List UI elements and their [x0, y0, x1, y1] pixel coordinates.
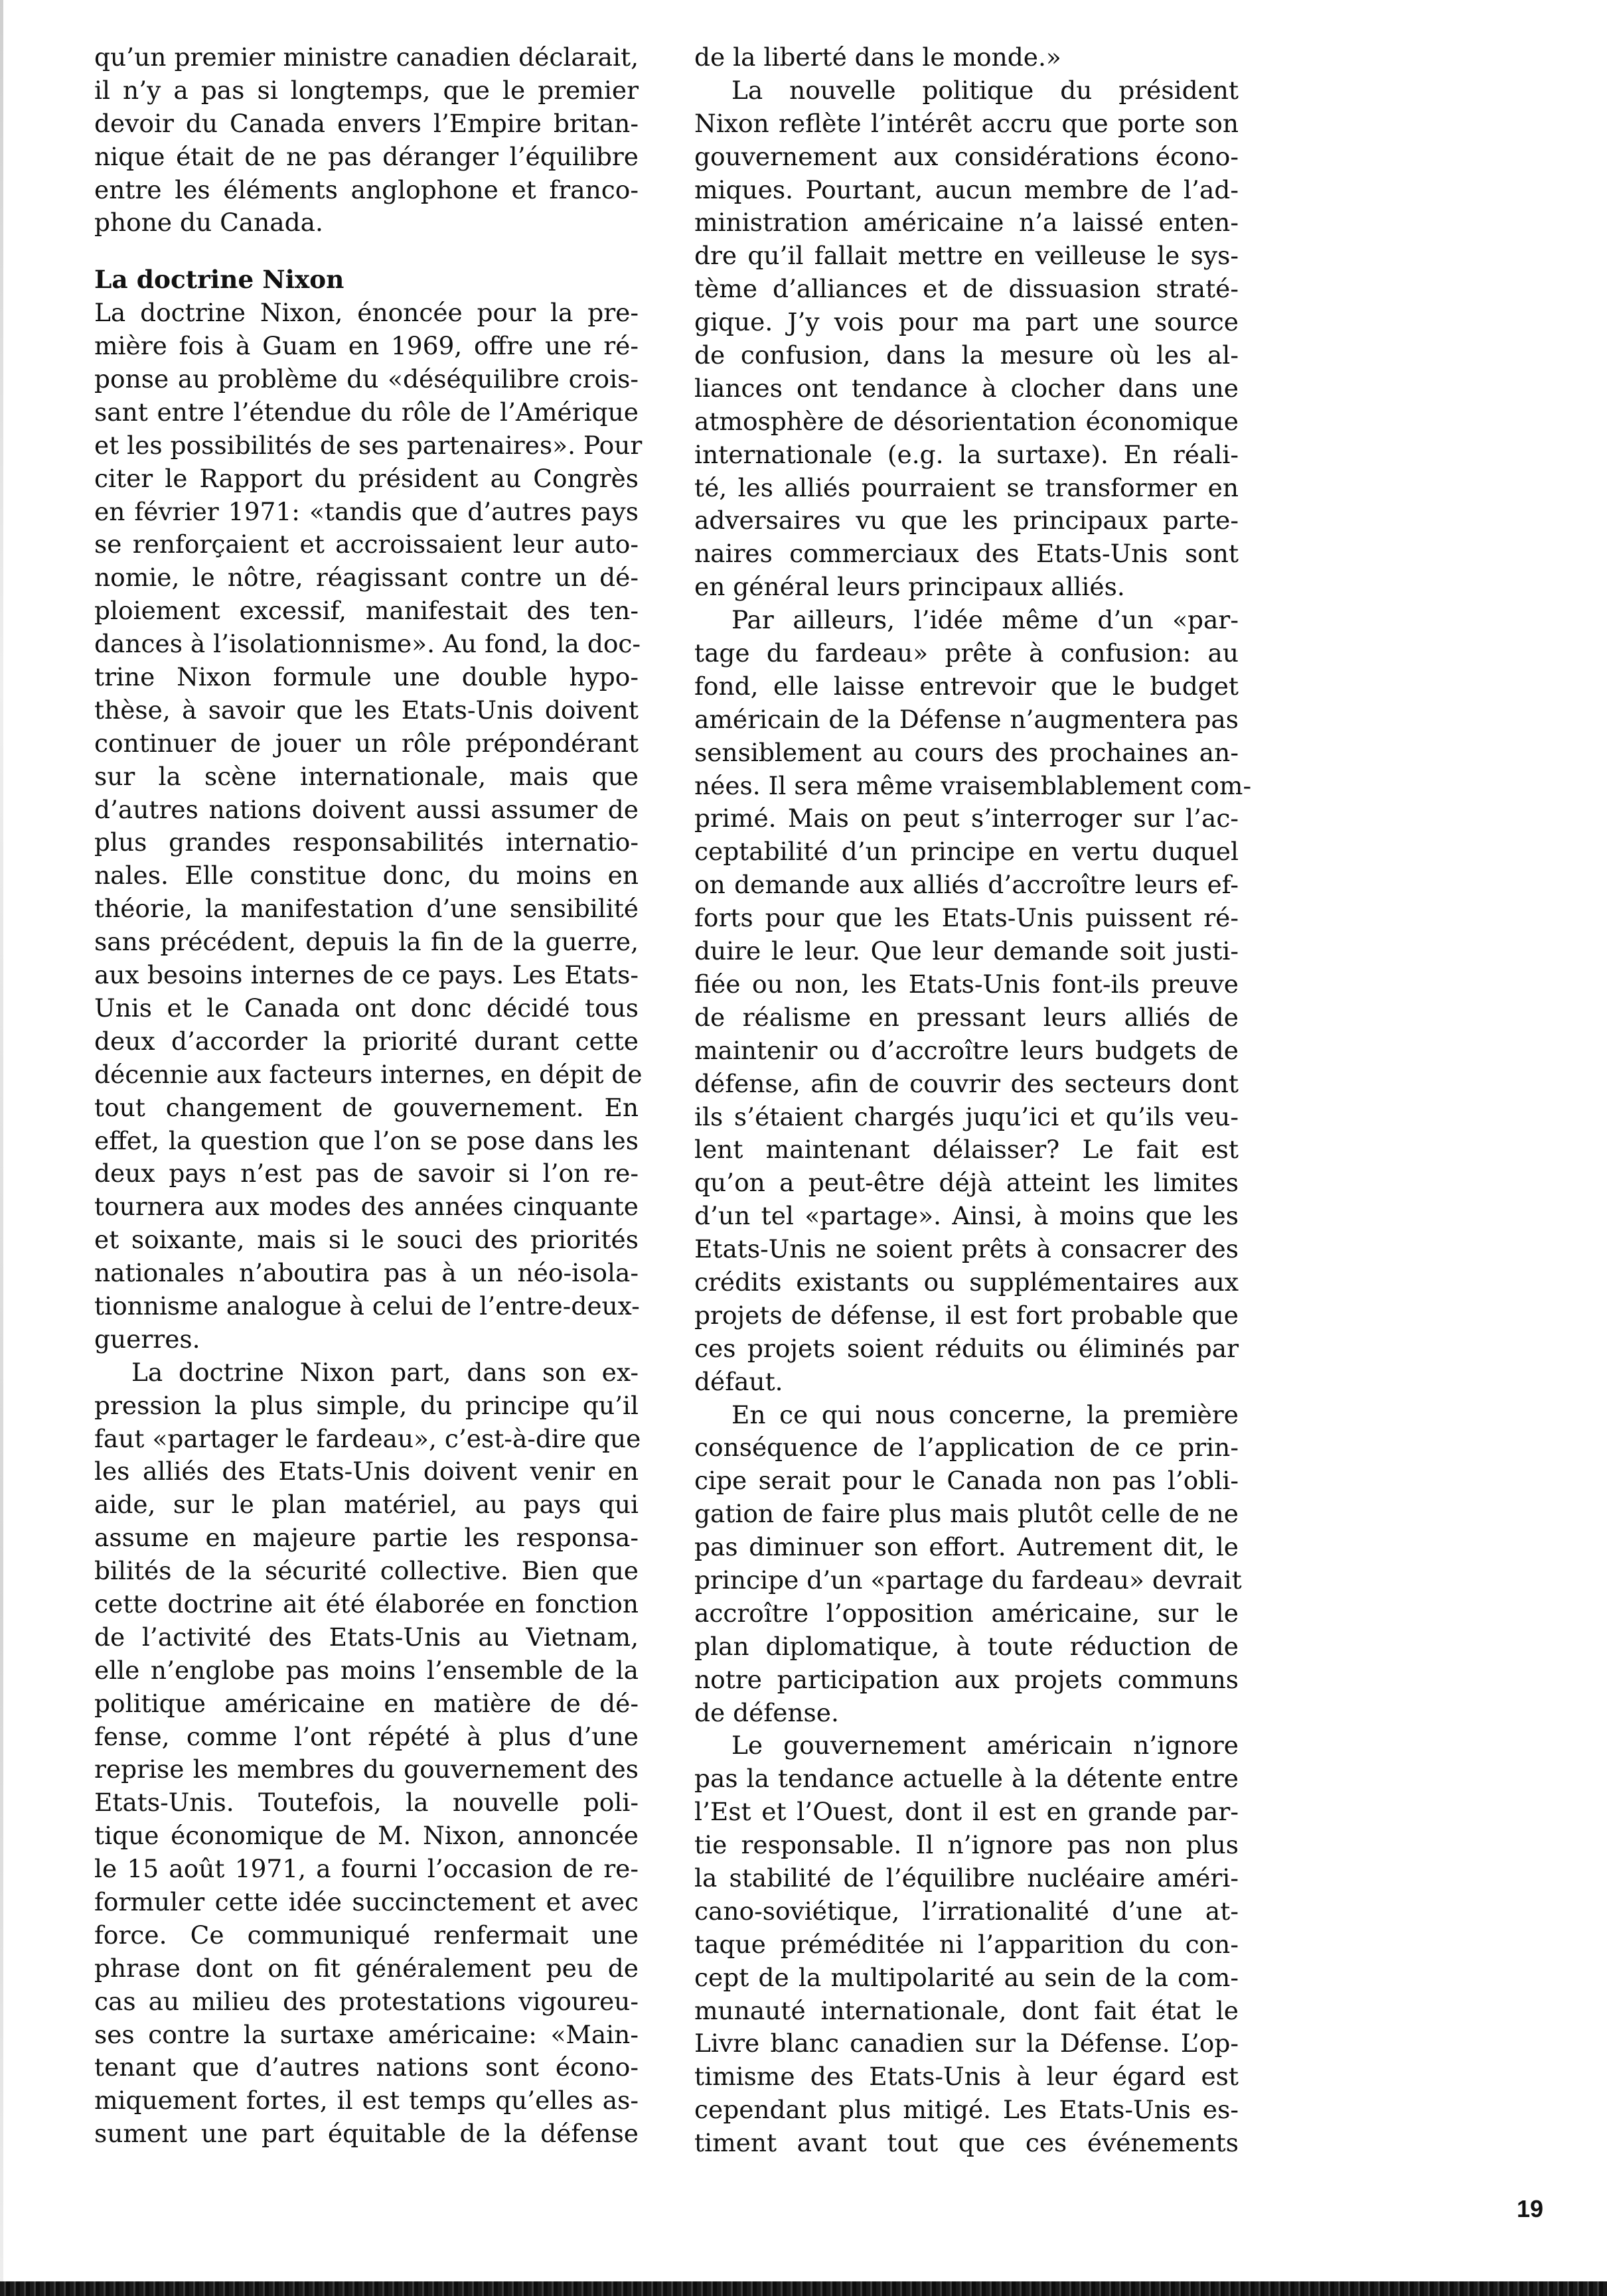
text-line: bilités de la sécurité collective. Bien que [94, 1556, 639, 1586]
text-line: et soixante, mais si le souci des priorités [94, 1225, 639, 1255]
text-line: sant entre l’étendue du rôle de l’Amérique [94, 397, 639, 427]
text-line: force. Ce communiqué renfermait une [94, 1920, 639, 1950]
text-line: gouvernement aux considérations écono- [694, 141, 1239, 171]
text-line: de défense. [694, 1697, 839, 1727]
text-line: accroître l’opposition américaine, sur le [694, 1598, 1239, 1628]
text-line: aux besoins internes de ce pays. Les Etats- [94, 960, 639, 990]
text-line: fense, comme l’ont répété à plus d’une [94, 1721, 639, 1751]
text-line: primé. Mais on peut s’interroger sur l’ac- [694, 804, 1239, 833]
text-line: liances ont tendance à clocher dans une [694, 373, 1239, 403]
text-line: nationales n’aboutira pas à un néo-isola- [94, 1258, 639, 1288]
text-line: gique. J’y vois pour ma part une source [694, 307, 1239, 337]
text-line: La doctrine Nixon part, dans son ex- [131, 1357, 639, 1387]
text-line: Par ailleurs, l’idée même d’un «par- [731, 605, 1239, 635]
section-heading: La doctrine Nixon [94, 265, 344, 295]
text-line: plan diplomatique, à toute réduction de [694, 1631, 1239, 1661]
text-line: Livre blanc canadien sur la Défense. L’op- [694, 2029, 1239, 2058]
text-line: La nouvelle politique du président [731, 75, 1239, 105]
text-line: assume en majeure partie les responsa- [94, 1523, 639, 1553]
text-line: pas la tendance actuelle à la détente entre [694, 1764, 1239, 1794]
text-line: tage du fardeau» prête à confusion: au [694, 638, 1239, 668]
text-line: se renforçaient et accroissaient leur auto- [94, 530, 639, 559]
text-line: devoir du Canada envers l’Empire britan- [94, 108, 639, 138]
text-line: tionnisme analogue à celui de l’entre-deux- [94, 1291, 640, 1321]
text-line: duire le leur. Que leur demande soit justi- [694, 936, 1239, 966]
text-line: cette doctrine ait été élaborée en fonction [94, 1589, 639, 1618]
text-line: nées. Il sera même vraisemblablement com- [694, 770, 1252, 800]
text-line: mière fois à Guam en 1969, offre une ré- [94, 331, 639, 361]
text-line: ponse au problème du «déséquilibre crois- [94, 364, 639, 394]
text-line: qu’on a peut-être déjà atteint les limites [694, 1168, 1239, 1198]
text-line: guerres. [94, 1324, 200, 1354]
text-line: cept de la multipolarité au sein de la com- [694, 1962, 1239, 1992]
text-line: en général leurs principaux alliés. [694, 572, 1125, 602]
text-line: sans précédent, depuis la fin de la guerre, [94, 927, 639, 957]
text-line: ces projets soient réduits ou éliminés par [694, 1333, 1239, 1363]
text-line: on demande aux alliés d’accroître leurs ef- [694, 870, 1239, 900]
text-line: deux pays n’est pas de savoir si l’on re- [94, 1159, 639, 1188]
text-line: formuler cette idée succinctement et avec [94, 1887, 639, 1916]
text-line: tie responsable. Il n’ignore pas non plus [694, 1830, 1239, 1860]
text-line: dances à l’isolationnisme». Au fond, la doc- [94, 629, 641, 659]
text-line: plus grandes responsabilités internatio- [94, 827, 639, 857]
scan-edge-left [0, 0, 3, 2296]
text-line: conséquence de l’application de ce prin- [694, 1433, 1239, 1463]
text-line: ploiement excessif, manifestait des ten- [94, 596, 639, 626]
text-line: miques. Pourtant, aucun membre de l’ad- [694, 175, 1239, 204]
text-line: de l’activité des Etats-Unis au Vietnam, [94, 1622, 639, 1652]
text-line: adversaires vu que les principaux parte- [694, 506, 1239, 536]
text-line: décennie aux facteurs internes, en dépit de [94, 1059, 643, 1089]
text-line: projets de défense, il est fort probable que [694, 1300, 1239, 1330]
text-line: pas diminuer son effort. Autrement dit, le [694, 1532, 1239, 1562]
text-line: Unis et le Canada ont donc décidé tous [94, 993, 639, 1023]
text-line: le 15 août 1971, a fourni l’occasion de re- [94, 1854, 639, 1884]
paragraph-gap [94, 240, 639, 263]
text-line: lent maintenant délaisser? Le fait est [694, 1135, 1239, 1165]
text-line: cependant plus mitigé. Les Etats-Unis es- [694, 2095, 1239, 2125]
text-line: phrase dont on fit généralement peu de [94, 1953, 639, 1983]
text-line: principe d’un «partage du fardeau» devrait [694, 1565, 1242, 1595]
text-line: défense, afin de couvrir des secteurs dont [694, 1068, 1239, 1098]
text-line: effet, la question que l’on se pose dans les [94, 1125, 639, 1155]
text-line: deux d’accorder la priorité durant cette [94, 1026, 639, 1056]
text-line: té, les alliés pourraient se transformer en [694, 472, 1239, 502]
text-line: miquement fortes, il est temps qu’elles as- [94, 2086, 639, 2116]
right-column [694, 41, 1252, 2160]
text-line: d’un tel «partage». Ainsi, à moins que les [694, 1201, 1239, 1231]
text-line: la stabilité de l’équilibre nucléaire améri- [694, 1863, 1239, 1893]
text-line: La doctrine Nixon, énoncée pour la pre- [94, 298, 639, 328]
text-line: ministration américaine n’a laissé enten- [694, 208, 1239, 238]
text-line: qu’un premier ministre canadien déclarait, [94, 42, 639, 72]
text-line: atmosphère de désorientation économique [694, 406, 1239, 436]
text-line: nique était de ne pas déranger l’équilibre [94, 141, 639, 171]
text-line: l’Est et l’Ouest, dont il est en grande par- [694, 1797, 1239, 1827]
text-line: munauté internationale, dont fait état le [694, 1995, 1239, 2025]
text-line: fond, elle laisse entrevoir que le budget [694, 671, 1239, 701]
text-line: il n’y a pas si longtemps, que le premier [94, 75, 639, 105]
text-line: tenant que d’autres nations sont écono- [94, 2052, 639, 2082]
text-line: Etats-Unis ne soient prêts à consacrer des [694, 1234, 1239, 1264]
text-line: notre participation aux projets communs [694, 1664, 1239, 1694]
text-line: aide, sur le plan matériel, au pays qui [94, 1490, 639, 1520]
text-line: trine Nixon formule une double hypo- [94, 662, 639, 692]
text-line: américain de la Défense n’augmentera pas [694, 704, 1239, 734]
text-line: tique économique de M. Nixon, annoncée [94, 1821, 639, 1851]
text-line: Le gouvernement américain n’ignore [731, 1731, 1239, 1760]
text-line: elle n’englobe pas moins l’ensemble de la [94, 1655, 639, 1685]
text-line: naires commerciaux des Etats-Unis sont [694, 539, 1239, 569]
text-line: citer le Rapport du président au Congrès [94, 463, 639, 493]
text-line: timent avant tout que ces événements [694, 2128, 1239, 2158]
text-line: gation de faire plus mais plutôt celle de ne [694, 1499, 1239, 1529]
text-line: reprise les membres du gouvernement des [94, 1755, 639, 1784]
text-line: ceptabilité d’un principe en vertu duquel [694, 837, 1239, 867]
text-line: crédits existants ou supplémentaires aux [694, 1267, 1239, 1297]
text-line: sument une part équitable de la défense [94, 2119, 639, 2149]
text-line: cipe serait pour le Canada non pas l’obli- [694, 1466, 1239, 1496]
text-line: En ce qui nous concerne, la première [731, 1399, 1239, 1429]
text-line: timisme des Etats-Unis à leur égard est [694, 2062, 1239, 2092]
text-line: tout changement de gouvernement. En [94, 1092, 639, 1122]
text-line: Etats-Unis. Toutefois, la nouvelle poli- [94, 1788, 639, 1818]
text-line: tournera aux modes des années cinquante [94, 1192, 639, 1222]
text-line: Nixon reflète l’intérêt accru que porte son [694, 108, 1239, 138]
text-line: forts pour que les Etats-Unis puissent ré- [694, 903, 1239, 933]
text-line: de confusion, dans la mesure où les al- [694, 340, 1239, 370]
text-line: de réalisme en pressant leurs alliés de [694, 1002, 1239, 1032]
text-line: cano-soviétique, l’irrationalité d’une at- [694, 1896, 1239, 1926]
text-line: phone du Canada. [94, 208, 323, 238]
text-line: sensiblement au cours des prochaines an- [694, 737, 1239, 767]
text-line: cas au milieu des protestations vigoureu- [94, 1986, 639, 2016]
text-line: nales. Elle constitue donc, du moins en [94, 861, 639, 891]
text-line: défaut. [694, 1366, 783, 1396]
text-line: d’autres nations doivent aussi assumer de [94, 794, 639, 824]
text-line: pression la plus simple, du principe qu’il [94, 1390, 639, 1420]
left-column [94, 41, 643, 2151]
text-line: nomie, le nôtre, réagissant contre un dé- [94, 563, 639, 593]
text-line: dre qu’il fallait mettre en veilleuse le sys- [694, 241, 1239, 271]
text-line: fiée ou non, les Etats-Unis font-ils preuve [694, 969, 1239, 999]
text-line: tème d’alliances et de dissuasion straté- [694, 274, 1239, 304]
text-line: internationale (e.g. la surtaxe). En réali- [694, 439, 1239, 469]
text-line: en février 1971: «tandis que d’autres pays [94, 496, 639, 526]
text-line: politique américaine en matière de dé- [94, 1688, 639, 1718]
text-line: sur la scène internationale, mais que [94, 761, 639, 791]
text-line: continuer de jouer un rôle prépondérant [94, 728, 639, 758]
text-line: taque préméditée ni l’apparition du con- [694, 1929, 1239, 1959]
text-line: de la liberté dans le monde.» [694, 42, 1061, 72]
text-line: et les possibilités de ses partenaires». Pour [94, 430, 643, 460]
scan-edge-bottom [0, 2281, 1607, 2296]
text-line: ses contre la surtaxe américaine: «Main- [94, 2019, 639, 2049]
text-line: thèse, à savoir que les Etats-Unis doivent [94, 695, 639, 725]
text-line: les alliés des Etats-Unis doivent venir en [94, 1457, 639, 1486]
text-line: entre les éléments anglophone et franco- [94, 175, 639, 204]
text-line: théorie, la manifestation d’une sensibilité [94, 894, 639, 924]
text-line: maintenir ou d’accroître leurs budgets de [694, 1035, 1239, 1065]
page-number: 19 [1516, 2195, 1543, 2222]
text-line: ils s’étaient chargés juqu’ici et qu’ils veu- [694, 1102, 1239, 1131]
text-line: faut «partager le fardeau», c’est-à-dire que [94, 1423, 641, 1453]
